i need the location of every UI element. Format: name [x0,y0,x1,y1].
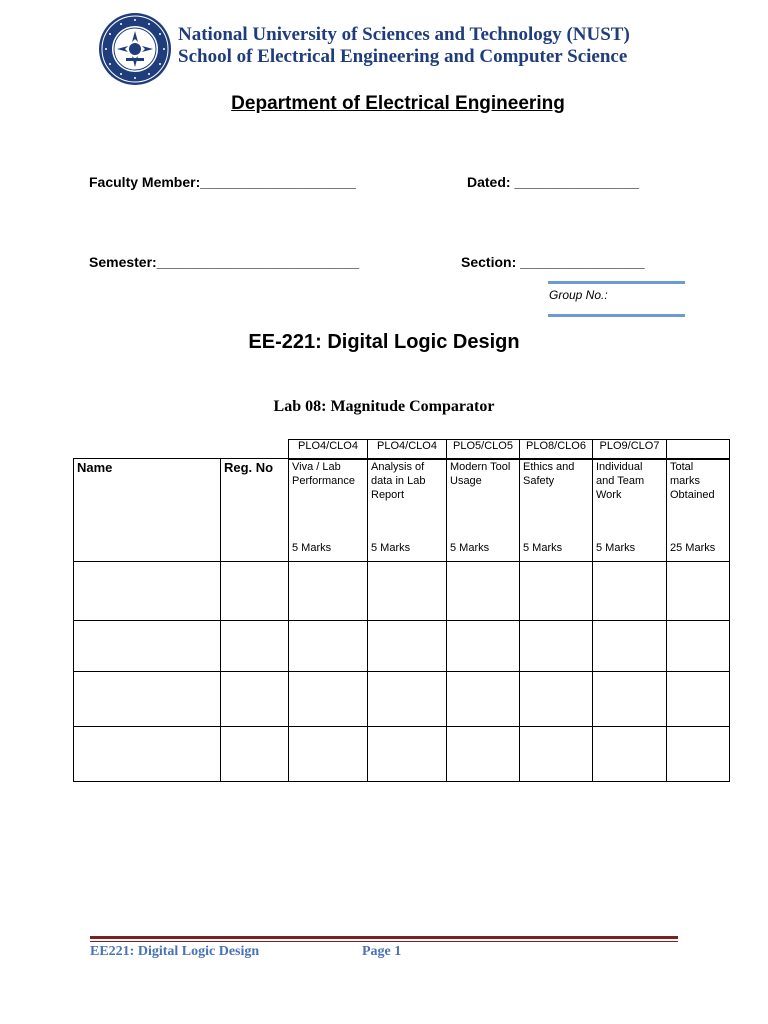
score-cell[interactable] [289,672,368,727]
criterion-header [593,459,667,562]
semester-field[interactable]: Semester:__________________________ [89,254,360,270]
criterion-header [289,459,368,562]
score-cell[interactable] [520,672,593,727]
footer-rule [90,936,678,939]
score-cell[interactable] [447,672,520,727]
reg-no-cell[interactable] [221,621,289,672]
criterion-label: Modern Tool Usage [450,461,511,487]
criterion-header [447,459,520,562]
score-cell[interactable] [447,562,520,621]
section-field[interactable]: Section: ________________ [461,254,645,270]
criterion-label: Analysis of data in Lab Report [371,461,426,501]
grading-table [73,458,730,782]
school-name: School of Electrical Engineering and Computer Science [178,46,628,67]
total-cell[interactable] [667,672,730,727]
criterion-header [520,459,593,562]
name-cell[interactable] [74,672,221,727]
criterion-marks: 5 Marks [371,542,411,554]
score-cell[interactable] [447,621,520,672]
group-bottom-rule [548,314,685,317]
criterion-marks: 5 Marks [292,542,332,554]
dated-field[interactable]: Dated: ________________ [467,174,640,190]
group-top-rule [548,281,685,284]
score-cell[interactable] [368,621,447,672]
header-row [74,459,730,562]
criterion-header [368,459,447,562]
score-cell[interactable] [368,562,447,621]
total-cell[interactable] [667,621,730,672]
score-cell[interactable] [593,672,667,727]
plo-cell: PLO4/CLO4 [368,440,447,460]
name-header: Name [74,459,221,562]
footer-page-number: Page 1 [362,944,402,959]
group-number-label: Group No.: [549,288,608,302]
criterion-marks: 5 Marks [450,542,490,554]
total-cell[interactable] [667,562,730,621]
faculty-member-field[interactable]: Faculty Member:____________________ [89,174,356,190]
plo-cell: PLO8/CLO6 [520,440,593,460]
table-row [74,621,730,672]
criterion-marks: 5 Marks [596,542,636,554]
name-cell[interactable] [74,562,221,621]
plo-cell: PLO5/CLO5 [447,440,520,460]
score-cell[interactable] [520,727,593,782]
score-cell[interactable] [368,672,447,727]
criterion-label: Total marks Obtained [670,461,715,501]
score-cell[interactable] [289,562,368,621]
table-row [74,727,730,782]
nust-logo [98,12,172,86]
criterion-label: Ethics and Safety [523,461,575,487]
reg-no-header: Reg. No [221,459,289,562]
criterion-header [667,459,730,562]
footer-course: EE221: Digital Logic Design [90,944,260,959]
plo-cell: PLO9/CLO7 [593,440,667,460]
lab-title: Lab 08: Magnitude Comparator [273,398,495,415]
footer-rule-thin [90,941,678,942]
score-cell[interactable] [593,727,667,782]
reg-no-cell[interactable] [221,727,289,782]
score-cell[interactable] [520,562,593,621]
name-cell[interactable] [74,727,221,782]
criterion-marks: 5 Marks [523,542,563,554]
total-cell[interactable] [667,727,730,782]
course-title: EE-221: Digital Logic Design [248,331,520,353]
group-number-box[interactable] [548,281,685,317]
department-title: Department of Electrical Engineering [231,93,565,114]
score-cell[interactable] [289,727,368,782]
plo-cell [667,440,730,460]
plo-header-table [288,439,730,460]
university-name: National University of Sciences and Technology (NUST) [178,24,630,45]
plo-cell: PLO4/CLO4 [289,440,368,460]
name-cell[interactable] [74,621,221,672]
score-cell[interactable] [447,727,520,782]
criterion-marks: 25 Marks [670,542,716,554]
reg-no-cell[interactable] [221,672,289,727]
reg-no-cell[interactable] [221,562,289,621]
score-cell[interactable] [520,621,593,672]
score-cell[interactable] [289,621,368,672]
score-cell[interactable] [593,562,667,621]
criterion-label: Individual and Team Work [596,461,645,501]
table-row [74,562,730,621]
score-cell[interactable] [593,621,667,672]
table-row [74,672,730,727]
criterion-label: Viva / Lab Performance [292,461,355,487]
score-cell[interactable] [368,727,447,782]
